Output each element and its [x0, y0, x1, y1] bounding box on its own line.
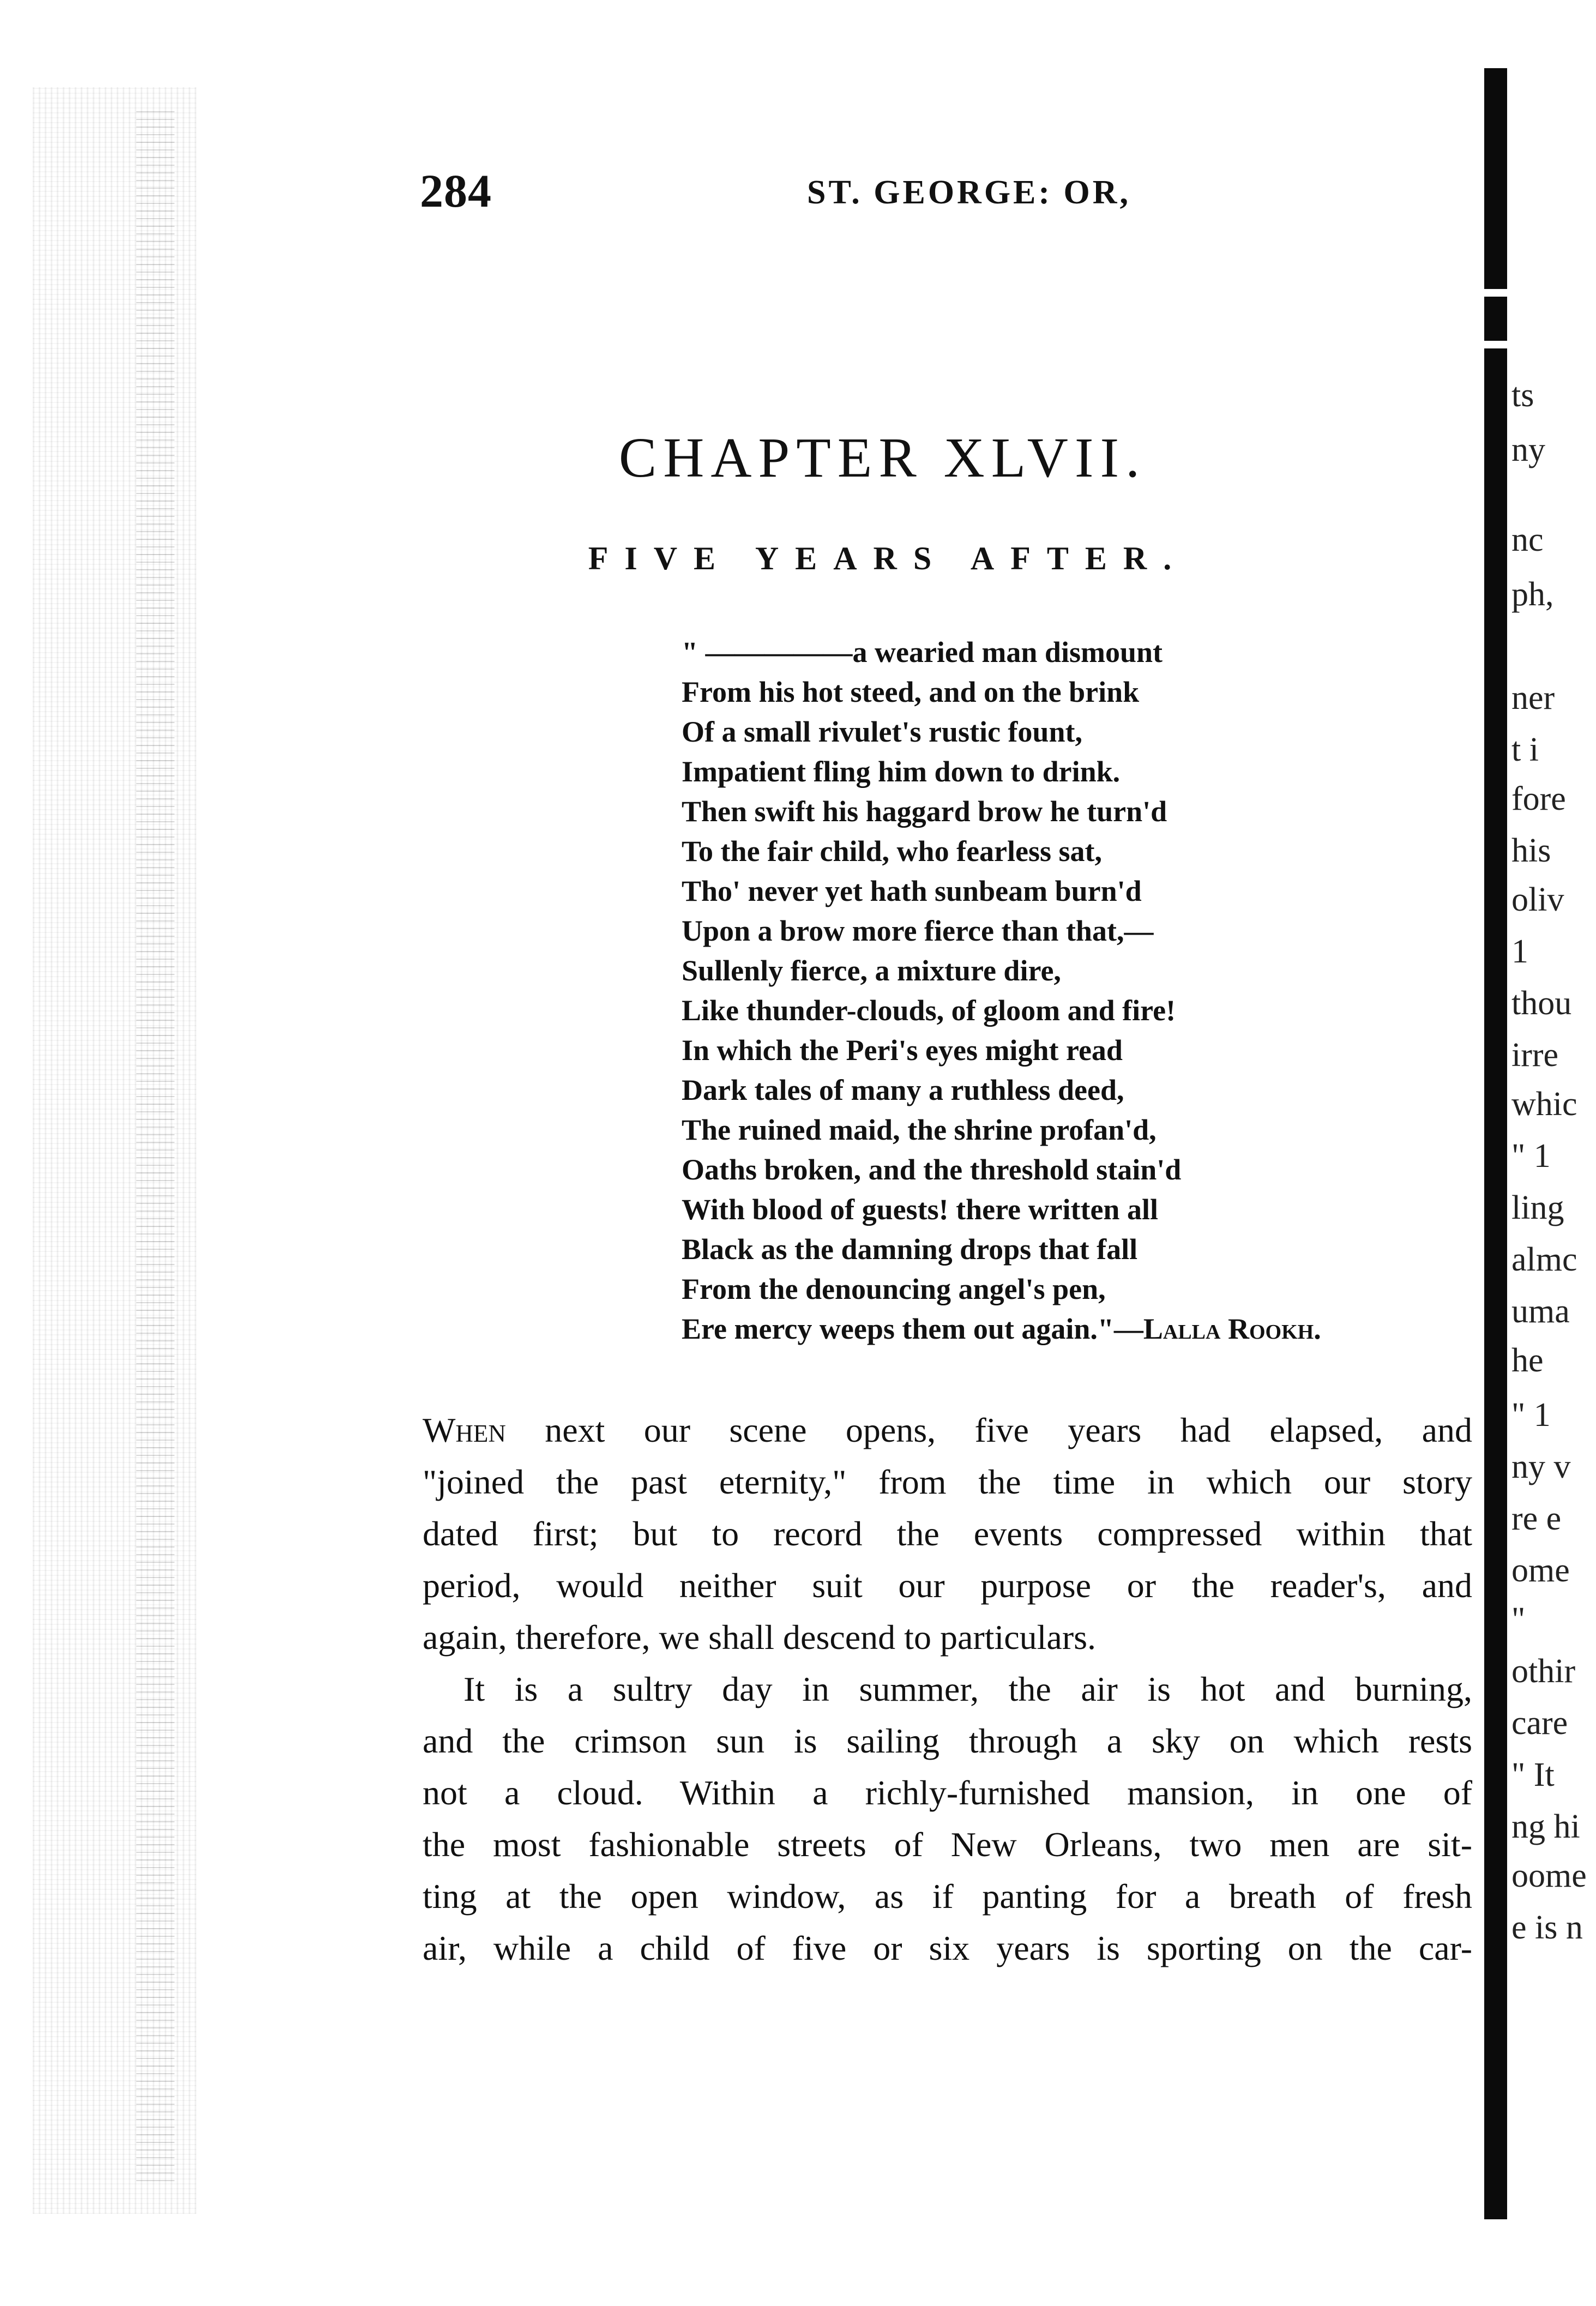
chapter-subtitle: FIVE YEARS AFTER.	[588, 540, 1188, 576]
verse-line: Black as the damning drops that fall	[682, 1233, 1138, 1266]
verse-line: Of a small rivulet's rustic fount,	[682, 715, 1082, 748]
verse-line: From the denouncing angel's pen,	[682, 1273, 1106, 1305]
adjacent-fragment: care	[1511, 1705, 1568, 1742]
adjacent-fragment: 1	[1511, 933, 1528, 970]
verse-line: Oaths broken, and the threshold stain'd	[682, 1153, 1182, 1186]
adjacent-fragment: ng hi	[1511, 1808, 1580, 1845]
adjacent-fragment: e is n	[1511, 1909, 1583, 1946]
verse-line-with-attribution	[682, 1309, 1321, 1348]
adjacent-fragment: ph,	[1511, 576, 1554, 613]
verse-line: The ruined maid, the shrine profan'd,	[682, 1113, 1157, 1146]
verse-line: " —————a wearied man dismount	[682, 636, 1163, 669]
body-line: not a cloud. Within a richly-furnished mansion, in one of	[423, 1773, 1472, 1812]
adjacent-fragment: almc	[1511, 1241, 1577, 1278]
adjacent-fragment: whic	[1511, 1086, 1577, 1123]
verse-line: To the fair child, who fearless sat,	[682, 835, 1103, 868]
verse-line: Impatient fling him down to drink.	[682, 755, 1121, 788]
adjacent-fragment: oome	[1511, 1857, 1587, 1894]
running-title: ST. GEORGE: OR,	[807, 174, 1131, 211]
adjacent-fragment: " 1	[1511, 1137, 1551, 1175]
adjacent-fragment: ny	[1511, 431, 1545, 468]
adjacent-fragment: nc	[1511, 521, 1544, 558]
adjacent-fragment: "	[1511, 1601, 1526, 1638]
chapter-title: CHAPTER XLVII.	[618, 426, 1147, 489]
adjacent-fragment: ome	[1511, 1552, 1570, 1589]
page-edge-gap	[1484, 289, 1507, 297]
adjacent-fragment: " It	[1511, 1756, 1555, 1793]
adjacent-fragment: re e	[1511, 1500, 1562, 1537]
page-number: 284	[420, 165, 492, 217]
verse-line: Then swift his haggard brow he turn'd	[682, 795, 1167, 828]
page-edge-bar	[1484, 68, 1507, 2219]
body-line: dated first; but to record the events compressed within that	[423, 1514, 1472, 1553]
verse-line: Dark tales of many a ruthless deed,	[682, 1074, 1124, 1106]
adjacent-fragment: ts	[1511, 377, 1534, 414]
body-line	[423, 1404, 1472, 1456]
verse-line: Sullenly fierce, a mixture dire,	[682, 954, 1061, 987]
verse-line: From his hot steed, and on the brink	[682, 676, 1140, 708]
verse-line: With blood of guests! there written all	[682, 1193, 1158, 1226]
adjacent-fragment: his	[1511, 832, 1551, 869]
scan-gutter-noise-dense	[136, 109, 174, 2181]
adjacent-fragment: t i	[1511, 731, 1539, 768]
body-line: "joined the past eternity," from the time in which our story	[423, 1462, 1472, 1501]
adjacent-fragment: he	[1511, 1342, 1544, 1379]
epigraph-attribution: Lalla Rookh.	[1143, 1312, 1321, 1345]
body-line: the most fashionable streets of New Orleans, two men are sit-	[423, 1825, 1472, 1864]
body-line: period, would neither suit our purpose or the reader's, and	[423, 1566, 1472, 1605]
verse-line: Like thunder-clouds, of gloom and fire!	[682, 994, 1176, 1027]
body-line: again, therefore, we shall descend to particulars.	[423, 1618, 1097, 1657]
adjacent-fragment: ner	[1511, 679, 1555, 717]
body-line: air, while a child of five or six years is sporting on the car-	[423, 1929, 1472, 1967]
first-word: When	[423, 1411, 506, 1449]
adjacent-fragment: thou	[1511, 985, 1572, 1022]
adjacent-fragment: ny v	[1511, 1448, 1571, 1485]
adjacent-fragment: othir	[1511, 1653, 1576, 1690]
verse-line: Upon a brow more fierce than that,—	[682, 914, 1154, 947]
verse-line: Tho' never yet hath sunbeam burn'd	[682, 875, 1142, 907]
adjacent-fragment: ling	[1511, 1189, 1564, 1226]
body-line-text: next our scene opens, five years had elapsed, and	[505, 1411, 1472, 1449]
body-line: ting at the open window, as if panting for a breath of fresh	[423, 1877, 1472, 1916]
adjacent-fragment: fore	[1511, 780, 1566, 817]
adjacent-fragment: irre	[1511, 1037, 1559, 1074]
adjacent-fragment: uma	[1511, 1293, 1570, 1330]
verse-line: In which the Peri's eyes might read	[682, 1034, 1123, 1067]
verse-line: Ere mercy weeps them out again."—	[682, 1312, 1143, 1345]
running-head	[420, 164, 1347, 224]
adjacent-fragment: " 1	[1511, 1396, 1551, 1434]
page-edge-gap	[1484, 341, 1507, 348]
body-line: It is a sultry day in summer, the air is hot and burning,	[463, 1670, 1472, 1708]
adjacent-page-fragments	[1511, 0, 1596, 2306]
adjacent-fragment: oliv	[1511, 881, 1564, 918]
body-line: and the crimson sun is sailing through a sky on which rests	[423, 1721, 1472, 1760]
